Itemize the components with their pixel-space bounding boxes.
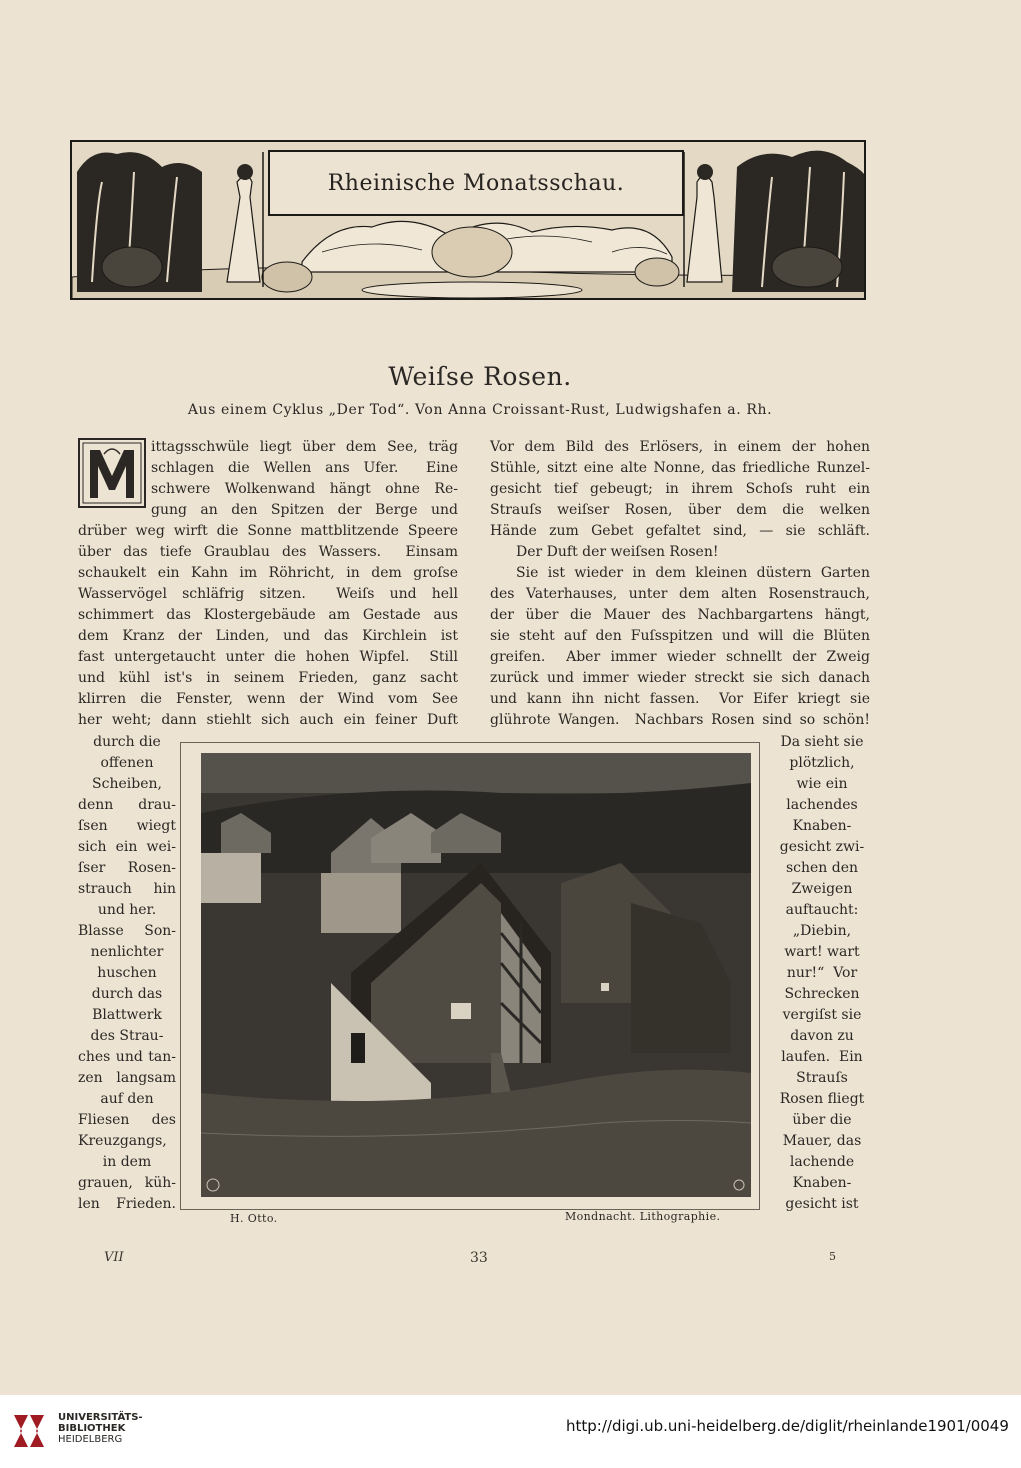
text-line: des Strau- xyxy=(90,1028,164,1044)
illustration-artist: H. Otto. xyxy=(230,1212,278,1225)
text-line: auftaucht: xyxy=(785,902,859,918)
text-line: zen langsam xyxy=(78,1070,176,1086)
text-line: Sie ist wieder in dem kleinen düstern Garten xyxy=(516,565,870,581)
text-line: der über die Mauer des Nachbargartens hängt, xyxy=(490,607,870,623)
text-line: wart! wart xyxy=(784,944,860,960)
text-line: Hände zum Gebet gefaltet sind, — sie schläft. xyxy=(490,523,870,539)
library-name xyxy=(58,1412,143,1445)
text-line: durch das xyxy=(91,986,163,1002)
text-line: huschen xyxy=(97,965,157,981)
library-name-line: UNIVERSITÄTS- xyxy=(58,1412,143,1423)
text-line: plötzlich, xyxy=(789,755,855,771)
text-line: schlagen die Wellen ans Ufer. Eine xyxy=(151,460,458,476)
text-line: Strauſs xyxy=(796,1070,848,1086)
text-line: grauen, küh- xyxy=(78,1175,176,1191)
text-line: drüber weg wirft die Sonne mattblitzende Speere xyxy=(78,523,458,539)
text-line: lachendes xyxy=(786,797,858,813)
text-line: Kreuzgangs, xyxy=(78,1133,167,1149)
moonlit-village-picture xyxy=(201,753,751,1197)
library-name-line: HEIDELBERG xyxy=(58,1434,123,1445)
text-line: in dem xyxy=(102,1154,152,1170)
library-seal-icon xyxy=(10,1411,54,1451)
text-line: ittagsschwüle liegt über dem See, träg xyxy=(151,439,458,455)
text-line: fast untergetaucht unter die hohen Wipfel. Still xyxy=(78,649,458,665)
sheet-number: 5 xyxy=(829,1250,836,1263)
text-line: offenen xyxy=(100,755,154,771)
text-line: ſser Rosen- xyxy=(78,860,176,876)
text-line: sich ein wei- xyxy=(78,839,176,855)
text-line: schaukelt ein Kahn im Röhricht, in dem groſse xyxy=(78,565,458,581)
text-line: Blattwerk xyxy=(92,1007,162,1023)
text-line: Mauer, das xyxy=(782,1133,862,1149)
text-line: Knaben- xyxy=(792,1175,852,1191)
text-line: gesicht zwi- xyxy=(779,839,865,855)
text-line: Da sieht sie xyxy=(780,734,864,750)
text-line: Vor dem Bild des Erlösers, in einem der hohen xyxy=(490,439,870,455)
digitization-footer xyxy=(0,1395,1021,1468)
source-url-link[interactable]: http://digi.ub.uni-heidelberg.de/diglit/rheinlande1901/0049 xyxy=(566,1417,1009,1435)
text-line: Fliesen des xyxy=(78,1112,176,1128)
text-line: davon zu xyxy=(790,1028,854,1044)
lithograph-illustration xyxy=(180,742,760,1210)
header-banner-illustration xyxy=(70,140,866,300)
text-line: über die xyxy=(792,1112,852,1128)
text-line: dem Kranz der Linden, und das Kirchlein ist xyxy=(78,628,458,644)
text-line: ches und tan- xyxy=(78,1049,176,1065)
text-line: denn drau- xyxy=(78,797,176,813)
text-line: Scheiben, xyxy=(92,776,162,792)
text-line: nur!“ Vor xyxy=(786,965,858,981)
text-line: len Frieden. xyxy=(78,1196,176,1212)
text-line: klirren die Fenster, wenn der Wind vom See xyxy=(78,691,458,707)
text-line: wie ein xyxy=(796,776,848,792)
text-line: laufen. Ein xyxy=(781,1049,863,1065)
text-line: durch die xyxy=(93,734,161,750)
text-line: und her. xyxy=(97,902,157,918)
text-line: auf den xyxy=(100,1091,154,1107)
text-line: strauch hin xyxy=(78,881,176,897)
text-line: zurück und immer wieder streckt sie sich danach xyxy=(490,670,870,686)
text-line: Der Duft der weiſsen Rosen! xyxy=(516,544,719,560)
text-line: des Vaterhauses, unter dem alten Rosenstrauch, xyxy=(490,586,870,602)
library-logo xyxy=(10,1411,54,1455)
text-line: nenlichter xyxy=(90,944,164,960)
article-title: Weiſse Rosen. xyxy=(388,362,572,391)
banner-title: Rheinische Monatsschau. xyxy=(268,150,684,216)
text-line: her weht; dann stiehlt sich auch ein feiner Duft xyxy=(78,712,458,728)
text-line: und kann ihn nicht fassen. Vor Eifer kriegt sie xyxy=(490,691,870,707)
text-line: vergiſst sie xyxy=(782,1007,862,1023)
article-subtitle: Aus einem Cyklus „Der Tod“. Von Anna Croissant-Rust, Ludwigshafen a. Rh. xyxy=(187,402,773,418)
illustration-caption: Mondnacht. Lithographie. xyxy=(565,1210,721,1223)
text-line: Stühle, sitzt eine alte Nonne, das friedliche Runzel- xyxy=(490,460,870,476)
text-line: schwere Wolkenwand hängt ohne Re- xyxy=(151,481,458,497)
text-line: glührote Wangen. Nachbars Rosen sind so schön! xyxy=(490,712,870,728)
text-line: ſsen wiegt xyxy=(78,818,176,834)
page-number: 33 xyxy=(470,1250,488,1266)
text-line: lachende xyxy=(789,1154,855,1170)
text-line: schimmert das Klostergebäude am Gestade aus xyxy=(78,607,458,623)
drop-cap-initial xyxy=(78,438,146,508)
text-line: schen den xyxy=(785,860,859,876)
text-line: Zweigen xyxy=(791,881,853,897)
text-line: gesicht tief gebeugt; in ihrem Schoſs ruht ein xyxy=(490,481,870,497)
text-line: Wasservögel schläfrig sitzen. Weiſs und hell xyxy=(78,586,458,602)
text-line: und kühl ist's in seinem Frieden, ganz sacht xyxy=(78,670,458,686)
library-name-line: BIBLIOTHEK xyxy=(58,1423,126,1434)
text-line: gung an den Spitzen der Berge und xyxy=(151,502,458,518)
text-line: Schrecken xyxy=(784,986,860,1002)
text-line: Rosen fliegt xyxy=(779,1091,865,1107)
text-line: greifen. Aber immer wieder schnellt der Zweig xyxy=(490,649,870,665)
signature-mark: VII xyxy=(104,1250,124,1265)
text-line: Strauſs weiſser Rosen, über dem die welken xyxy=(490,502,870,518)
text-line: sie steht auf den Fuſsspitzen und will die Blüten xyxy=(490,628,870,644)
text-line: gesicht ist xyxy=(785,1196,859,1212)
text-line: Knaben- xyxy=(792,818,852,834)
text-line: Blasse Son- xyxy=(78,923,176,939)
text-line: „Diebin, xyxy=(792,923,852,939)
text-line: über das tiefe Graublau des Wassers. Einsam xyxy=(78,544,458,560)
